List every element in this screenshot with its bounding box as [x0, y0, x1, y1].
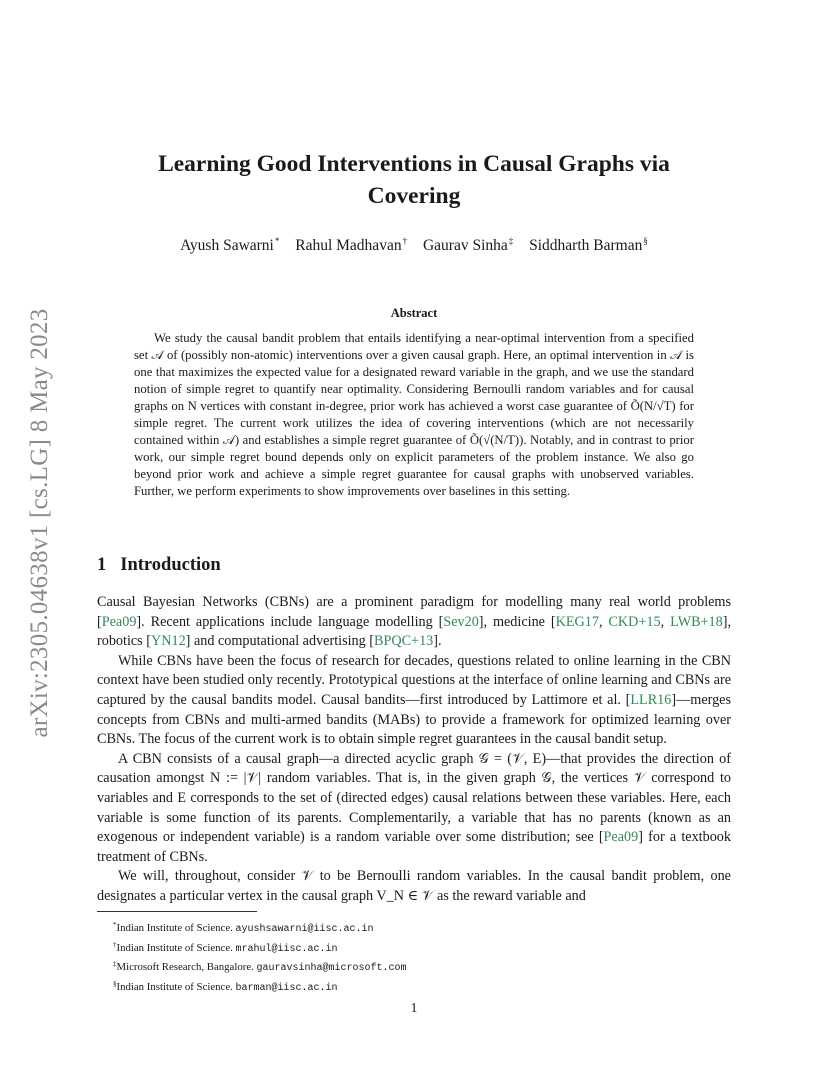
abstract-text: We study the causal bandit problem that entails identifying a near-optimal intervention from a specified set 𝒜 of (possibly non-atomic) interventions over a given causal graph. Here, an optimal intervention in 𝒜 is one that maximizes the expected value for a designated reward variable in the graph, and we use the standard notion of simple regret to quantify near optimality. Considering Bernoulli random variables and for causal graphs on N vertices with constant in-degree, prior work has achieved a worst case guarantee of Õ(N/√T) for simple regret. The current work utilizes the idea of covering interventions (which are not necessarily contained within 𝒜) and establishes a simple regret guarantee of Õ(√(N/T)). Notably, and in contrast to prior work, our simple regret bound depends only on explicit parameters of the problem instance. We also go beyond prior work and achieve a simple regret guarantee for causal graphs with unobserved variables. Further, we perform experiments to show improvements over baselines in this setting.	[134, 331, 694, 498]
author-mark: §	[643, 236, 648, 246]
author	[295, 237, 407, 254]
citation-link[interactable]: Pea09	[603, 829, 639, 846]
arxiv-sidebar-stamp	[22, 288, 58, 758]
paragraph-text: ], robotics [	[97, 613, 732, 650]
paragraph-text: We will, throughout, consider 𝒱 to be Bernoulli random variables. In the causal bandit problem, one designates a particular vertex in the causal graph V_N ∈ 𝒱 as the reward variable and	[97, 868, 731, 904]
paragraph-text: ] and computational advertising [	[185, 633, 374, 650]
intro-paragraph	[97, 652, 731, 750]
author-name: Rahul Madhavan	[295, 237, 402, 254]
footnote-mark: †	[113, 940, 117, 949]
paragraph-text: While CBNs have been the focus of research for decades, questions related to online learning in the CBN context have been studied only recently. Prototypical questions at the interface of online learning and CBNs are captured by the causal bandits model. Causal bandits—first introduced by Lattimore et al. [	[97, 652, 731, 708]
author	[529, 237, 648, 254]
intro-paragraph	[97, 867, 731, 906]
citation-link[interactable]: Sev20	[443, 613, 479, 630]
intro-paragraph	[97, 593, 731, 652]
citation-link[interactable]: LWB+18	[670, 613, 723, 630]
paragraph-text: A CBN consists of a causal graph—a directed acyclic graph 𝒢 = (𝒱, E)—that provides the direction of causation amongst N := |𝒱| random variables. That is, in the given graph 𝒢, the vertices 𝒱 correspond to variables and E corresponds to the set of (directed edges) causal relations between these variables. Here, each variable is some function of its parents. Complementarily, a variable that has no parents (known as an exogenous or independent variable) is a random variable over some distribution; see [	[97, 750, 731, 846]
author-list	[120, 236, 708, 255]
citation-link[interactable]: LLR16	[630, 691, 672, 708]
footnote-affiliation: Indian Institute of Science.	[116, 941, 236, 954]
paragraph-text: ,	[660, 613, 671, 630]
footnote-email[interactable]: barman@iisc.ac.in	[235, 982, 338, 994]
footnote-email[interactable]: mrahul@iisc.ac.in	[235, 943, 338, 955]
section-number: 1	[97, 555, 107, 575]
paper-title: Learning Good Interventions in Causal Graphs via Covering	[158, 151, 670, 209]
section-heading	[97, 555, 221, 576]
footnote	[113, 918, 407, 938]
citation-link[interactable]: BPQC+13	[374, 633, 434, 650]
footnote-divider	[97, 911, 257, 912]
footnotes	[113, 918, 407, 996]
footnote	[113, 957, 407, 977]
paragraph-text: ,	[598, 613, 609, 630]
author-name: Siddharth Barman	[529, 237, 643, 254]
paragraph-text: ].	[433, 633, 442, 650]
footnote-email[interactable]: gauravsinha@microsoft.com	[256, 963, 407, 975]
author	[423, 237, 513, 254]
footnote	[113, 938, 407, 958]
footnote-affiliation: Microsoft Research, Bangalore.	[116, 961, 257, 974]
footnote-affiliation: Indian Institute of Science.	[116, 922, 236, 934]
citation-link[interactable]: KEG17	[555, 613, 599, 630]
author-mark: †	[402, 236, 408, 246]
paragraph-text: ], medicine [	[478, 613, 556, 630]
citation-link[interactable]: CKD+15	[608, 613, 661, 630]
paragraph-text: ]. Recent applications include language modelling [	[136, 613, 444, 630]
abstract-heading: Abstract	[390, 306, 438, 320]
footnote-mark: *	[113, 921, 117, 929]
paragraph-text: Causal Bayesian Networks (CBNs) are a prominent paradigm for modelling many real world problems [	[97, 594, 731, 630]
footnote-affiliation: Indian Institute of Science.	[116, 980, 236, 993]
footnote-email[interactable]: ayushsawarni@iisc.ac.in	[235, 924, 374, 935]
paragraph-text: ]—merges concepts from CBNs and multi-armed bandits (MABs) to provide a framework for optimized learning over CBNs. The focus of the current work is to obtain simple regret guarantees in the causal bandit setup.	[97, 691, 731, 748]
footnote	[113, 977, 407, 997]
citation-link[interactable]: YN12	[150, 633, 186, 650]
author-name: Gaurav Sinha	[422, 237, 508, 254]
citation-link[interactable]: Pea09	[101, 613, 137, 630]
author-mark: *	[274, 236, 280, 246]
page-number: 1	[410, 1001, 418, 1016]
author-name: Ayush Sawarni	[180, 237, 274, 254]
introduction-body	[97, 593, 731, 907]
paragraph-text: ] for a textbook treatment of CBNs.	[97, 829, 731, 865]
section-title: Introduction	[120, 555, 221, 575]
author-mark: ‡	[508, 236, 514, 246]
intro-paragraph	[97, 750, 731, 868]
footnote-mark: ‡	[113, 960, 117, 969]
footnote-mark: §	[113, 979, 117, 988]
arxiv-identifier: arXiv:2305.04638v1 [cs.LG] 8 May 2023	[26, 308, 53, 738]
author	[180, 237, 279, 254]
